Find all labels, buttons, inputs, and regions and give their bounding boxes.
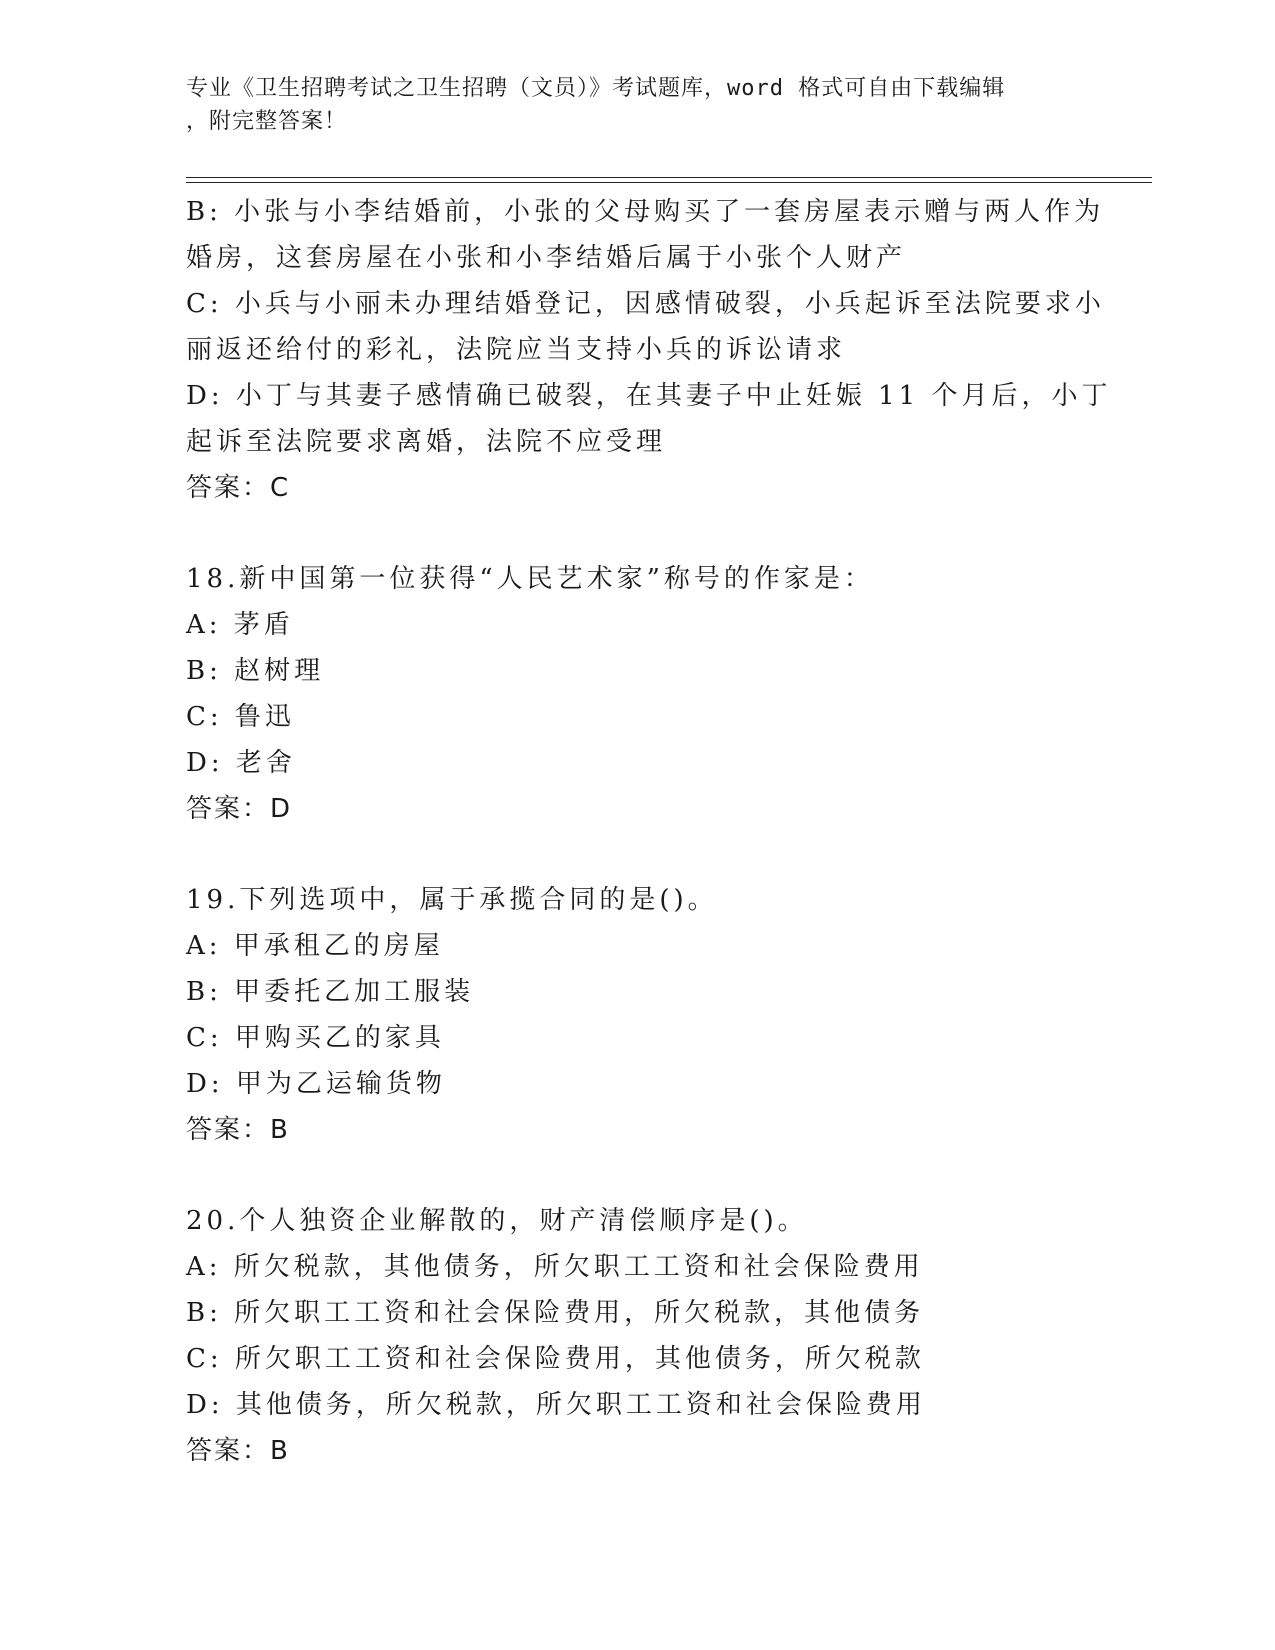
header-line-1: 专业《卫生招聘考试之卫生招聘（文员）》考试题库，word 格式可自由下载编辑 <box>186 76 1006 101</box>
question-18-block <box>186 556 1106 832</box>
q18-option-b: B: 赵树理 <box>186 656 325 686</box>
q20-option-d: D: 其他债务，所欠税款，所欠职工工资和社会保险费用 <box>186 1390 926 1420</box>
q20-option-c: C: 所欠职工工资和社会保险费用，其他债务，所欠税款 <box>186 1344 925 1374</box>
q19-option-a: A: 甲承租乙的房屋 <box>186 931 444 961</box>
header-divider-top <box>186 177 1152 178</box>
q18-option-d: D: 老舍 <box>186 748 296 778</box>
document-header <box>186 72 1076 138</box>
q18-option-c: C: 鲁迅 <box>186 702 295 732</box>
header-line-2: ，附完整答案！ <box>186 109 348 134</box>
header-divider-bottom <box>186 182 1152 183</box>
q18-question: 18.新中国第一位获得“人民艺术家”称号的作家是： <box>186 564 874 594</box>
q18-option-a: A: 茅盾 <box>186 610 294 640</box>
spacer <box>186 511 1106 556</box>
question-20-block <box>186 1198 1106 1474</box>
q20-option-b: B: 所欠职工工资和社会保险费用，所欠税款，其他债务 <box>186 1298 925 1328</box>
q19-option-d: D: 甲为乙运输货物 <box>186 1069 446 1099</box>
question-17-block <box>186 189 1112 511</box>
q17-option-d-line-2: 起诉至法院要求离婚，法院不应受理 <box>186 427 667 457</box>
question-19-block <box>186 877 1106 1153</box>
q17-option-c-line-1: C: 小兵与小丽未办理结婚登记，因感情破裂，小兵起诉至法院要求小 <box>186 289 1105 319</box>
q19-option-b: B: 甲委托乙加工服装 <box>186 977 475 1007</box>
q20-answer: 答案：B <box>186 1436 290 1466</box>
q18-answer: 答案：D <box>186 794 293 824</box>
q17-option-b-line-1: B: 小张与小李结婚前，小张的父母购买了一套房屋表示赠与两人作为 <box>186 197 1105 227</box>
q19-question: 19.下列选项中，属于承揽合同的是()。 <box>186 885 718 915</box>
q20-question: 20.个人独资企业解散的，财产清偿顺序是()。 <box>186 1206 808 1236</box>
question-list <box>186 189 1112 1474</box>
q17-option-d-line-1: D: 小丁与其妻子感情确已破裂，在其妻子中止妊娠 11 个月后，小丁 <box>186 381 1112 411</box>
q20-option-a: A: 所欠税款，其他债务，所欠职工工资和社会保险费用 <box>186 1252 924 1282</box>
q19-answer: 答案：B <box>186 1115 290 1145</box>
q17-option-c-line-2: 丽返还给付的彩礼，法院应当支持小兵的诉讼请求 <box>186 335 847 365</box>
q17-option-b-line-2: 婚房，这套房屋在小张和小李结婚后属于小张个人财产 <box>186 243 907 273</box>
spacer <box>186 832 1106 877</box>
q19-option-c: C: 甲购买乙的家具 <box>186 1023 445 1053</box>
q17-answer: 答案：C <box>186 473 291 503</box>
spacer <box>186 1153 1106 1198</box>
